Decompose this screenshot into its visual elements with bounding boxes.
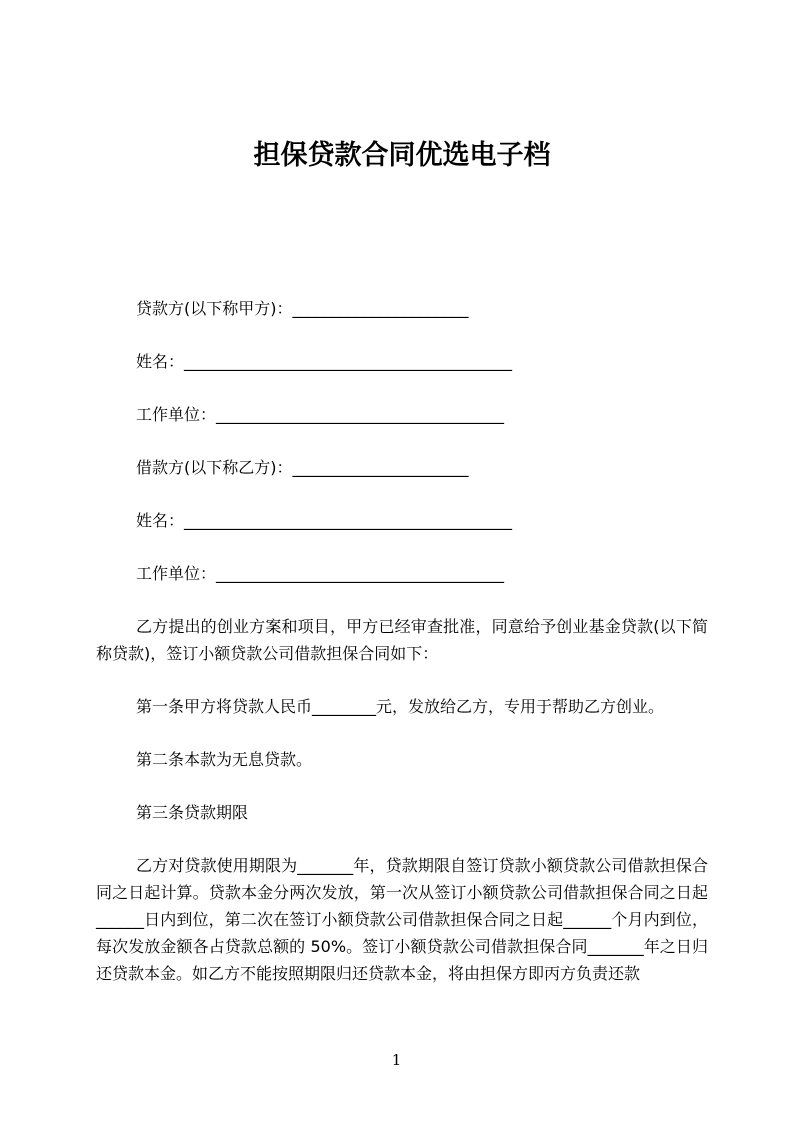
clause-1: 第一条甲方将贷款人民币________元，发放给乙方，专用于帮助乙方创业。	[136, 697, 665, 716]
form-field-lender	[96, 295, 708, 322]
blank-underline-borrower: ______________________	[292, 458, 469, 477]
field-label-lender: 贷款方(以下称甲方)：	[136, 299, 293, 318]
clause-3-heading: 第三条贷款期限	[136, 803, 249, 822]
field-label-lender-workunit: 工作单位：	[136, 405, 217, 424]
form-field-lender-name	[96, 348, 708, 375]
document-title: 担保贷款合同优选电子档	[253, 140, 551, 171]
blank-underline-borrower-workunit: ____________________________________	[216, 564, 505, 583]
blank-underline-lender: ______________________	[292, 299, 469, 318]
paragraph-intro: 乙方提出的创业方案和项目，甲方已经审查批准，同意给予创业基金贷款(以下简称贷款)，签订小额贷款公司借款担保合同如下：	[96, 617, 708, 663]
field-label-borrower: 借款方(以下称乙方)：	[136, 458, 293, 477]
field-label-borrower-name: 姓名：	[136, 511, 185, 530]
field-label-lender-name: 姓名：	[136, 352, 185, 371]
page-number: 1	[391, 1051, 402, 1069]
blank-underline-lender-workunit: ____________________________________	[216, 405, 505, 424]
form-field-borrower	[96, 454, 708, 481]
field-label-borrower-workunit: 工作单位：	[136, 564, 217, 583]
blank-underline-borrower-name: _________________________________________	[184, 511, 513, 530]
form-field-borrower-name	[96, 507, 708, 534]
clause-2: 第二条本款为无息贷款。	[136, 750, 313, 769]
clause-3-body: 乙方对贷款使用期限为_______年，贷款期限自签订贷款小额贷款公司借款担保合同之日起计算。贷款本金分两次发放，第一次从签订小额贷款公司借款担保合同之日起______日内到位，第二次在签订小额贷款公司借款担保合同之日起______个月内到位，每次发放金额各占贷款总额的 50%。签订小额贷款公司借款担保合同_______年之日归还贷款本金。如乙方不能按照期限归还贷款本金，将由担保方即丙方负责还款	[96, 856, 708, 983]
form-field-borrower-workunit	[96, 560, 708, 587]
document-content	[96, 0, 708, 1013]
form-field-lender-workunit	[96, 401, 708, 428]
blank-underline-lender-name: _________________________________________	[184, 352, 513, 371]
